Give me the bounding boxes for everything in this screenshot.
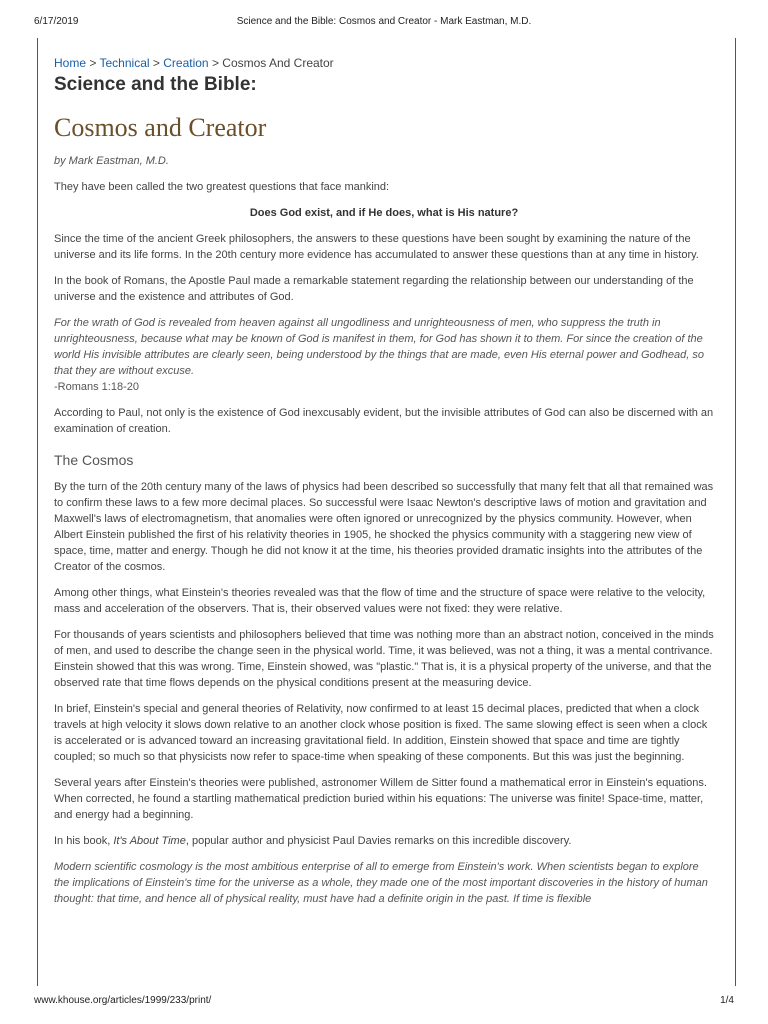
breadcrumb-home-link[interactable]: Home (54, 56, 87, 70)
body-paragraph: Since the time of the ancient Greek philosophers, the answers to these questions have been sought by examining the nature of the universe and its life forms. In the 20th century more evidence has accumulated to answer these questions than at any time in history. (54, 233, 699, 261)
article-content (54, 55, 714, 907)
breadcrumb-separator: > (152, 56, 160, 70)
breadcrumb-current: Cosmos And Creator (222, 56, 334, 70)
paragraph-text: , popular author and physicist Paul Davies remarks on this incredible discovery. (185, 835, 572, 847)
author-byline: by Mark Eastman, M.D. (54, 155, 169, 167)
body-paragraph: Several years after Einstein's theories were published, astronomer Willem de Sitter found a mathematical error in Einstein's equations. When corrected, he found a startling mathematical prediction buried within his equations: The universe was finite! Space-time, matter, and energy had a beginning. (54, 777, 707, 821)
body-paragraph: In brief, Einstein's special and general theories of Relativity, now confirmed to at least 15 decimal places, predicted that when a clock travels at high velocity it slows down relative to an another clock whose position is fixed. The same slowing effect is seen when a clock is accelerated or is advanced toward an increasing gravitational field. In addition, Einstein showed that space and time are tightly coupled; so much so that physicists now refer to space-time when speaking of these components. But this was just the beginning. (54, 703, 708, 763)
body-paragraph: Among other things, what Einstein's theories revealed was that the flow of time and the structure of space were relative to the velocity, mass and acceleration of the observers. That is, their observed values were not fixed: they were relative. (54, 587, 706, 615)
davies-quote: Modern scientific cosmology is the most ambitious enterprise of all to emerge from Einstein's work. When scientists began to explore the implications of Einstein's time for the universe as a whole, they made one of the most important discoveries in the history of human thought: that time, and hence all of physical reality, must have had a definite origin in the past. If time is flexible (54, 861, 708, 905)
body-paragraph: For thousands of years scientists and philosophers believed that time was nothing more than an abstract notion, conceived in the minds of men, and used to describe the change seen in the physical world. Time, it was believed, was not a thing, it was a mental contrivance. Einstein showed that this was wrong. Time, Einstein showed, was "plastic." That is, it is a physical property of the universe, and that the observed rate that time flows depends on the physical conditions present at the measuring device. (54, 629, 714, 689)
body-paragraph: According to Paul, not only is the existence of God inexcusably evident, but the invisible attributes of God can also be discerned with an examination of creation. (54, 407, 714, 435)
breadcrumb-separator: > (89, 56, 97, 70)
article-title: Cosmos and Creator (54, 113, 267, 142)
print-footer (34, 995, 734, 1009)
page-number: 1/4 (720, 995, 734, 1006)
section-heading-cosmos: The Cosmos (54, 452, 134, 468)
print-header (34, 16, 734, 30)
paragraph-text: In his book, (54, 835, 114, 847)
body-paragraph (54, 833, 714, 849)
frame-left-rule (37, 38, 38, 986)
frame-right-rule (735, 38, 736, 986)
print-url: www.khouse.org/articles/1999/233/print/ (34, 995, 212, 1006)
print-date: 6/17/2019 (34, 16, 79, 27)
book-title: It's About Time (113, 835, 186, 847)
site-heading: Science and the Bible: (54, 74, 257, 95)
scripture-reference: -Romans 1:18-20 (54, 381, 139, 393)
breadcrumb-technical-link[interactable]: Technical (99, 56, 150, 70)
scripture-quote (54, 315, 714, 395)
body-paragraph: In the book of Romans, the Apostle Paul made a remarkable statement regarding the relationship between our understanding of the universe and the existence and attributes of God. (54, 275, 694, 303)
breadcrumb (54, 55, 714, 71)
body-paragraph: By the turn of the 20th century many of the laws of physics had been described so successfully that many felt that all that remained was to confirm these laws to a few more decimal places. So successful were Isaac Newton's descriptive laws of motion and gravitation and Maxwell's laws of electromagnetism, that anomalies were often ignored or unrecognized by the physics community. However, when Albert Einstein published the first of his relativity theories in 1905, he shocked the physics community with a staggering new view of space, time, matter and energy. Though he did not know it at the time, his theories provided dramatic insights into the attributes of the Creator of the cosmos. (54, 481, 714, 573)
scripture-quote-text: For the wrath of God is revealed from heaven against all ungodliness and unrighteousness of men, who suppress the truth in unrighteousness, because what may be known of God is manifest in them, for God has shown it to them. For since the creation of the world His invisible attributes are clearly seen, being understood by the things that are made, even His eternal power and Godhead, so that they are without excuse. (54, 317, 704, 377)
breadcrumb-separator: > (211, 56, 219, 70)
key-question: Does God exist, and if He does, what is His nature? (249, 207, 519, 219)
breadcrumb-creation-link[interactable]: Creation (163, 56, 209, 70)
print-document-title: Science and the Bible: Cosmos and Creator - Mark Eastman, M.D. (236, 16, 532, 27)
intro-paragraph: They have been called the two greatest questions that face mankind: (54, 181, 390, 193)
